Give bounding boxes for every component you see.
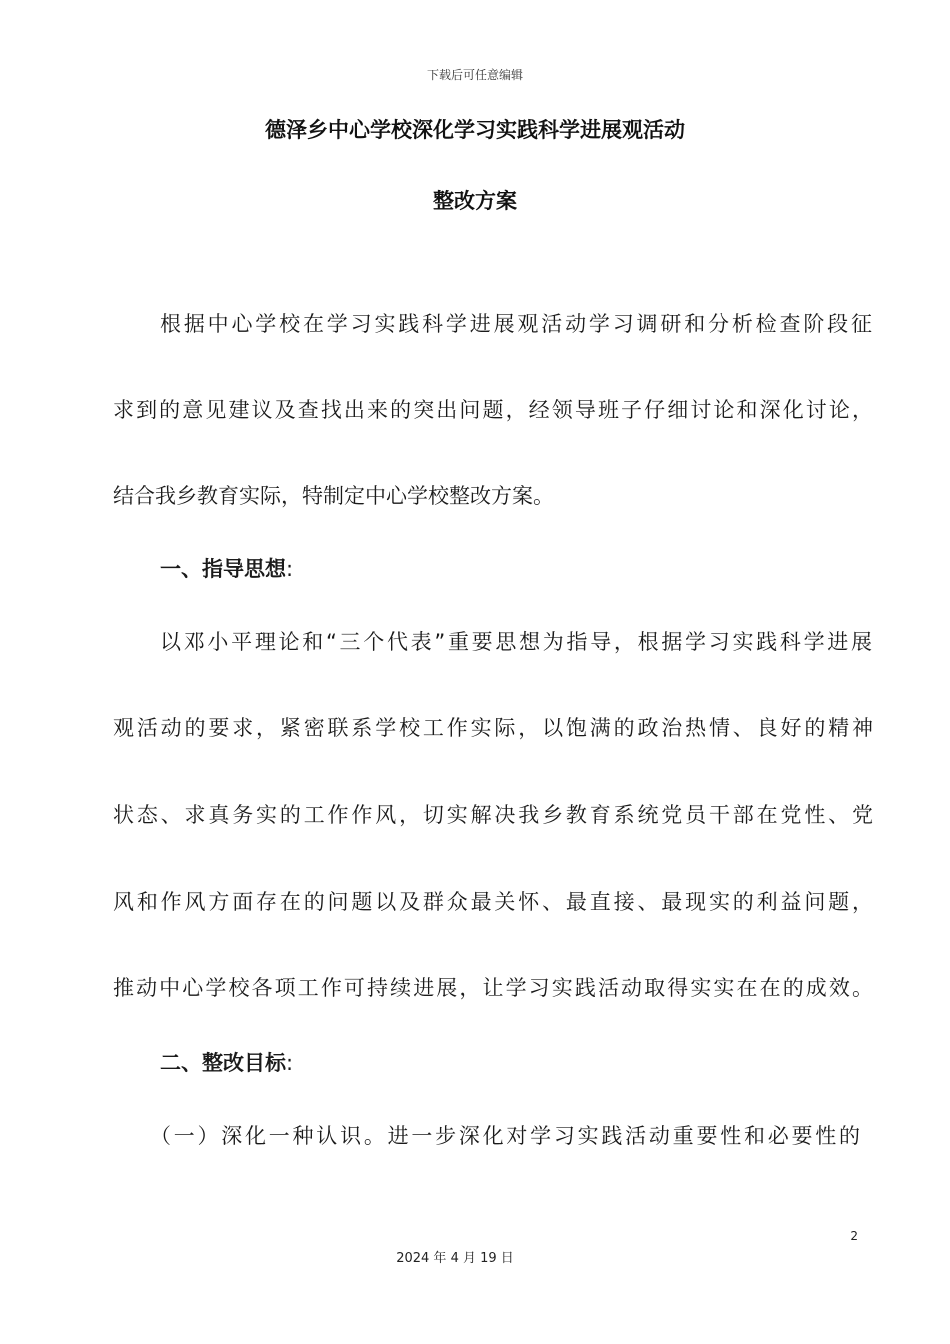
section1-line-3: 状态、求真务实的工作作风，切实解决我乡教育系统党员干部在党性、党: [113, 803, 873, 827]
section1-line-5: 推动中心学校各项工作可持续进展，让学习实践活动取得实实在在的成效。: [113, 976, 873, 1000]
section-heading-rectification-goals: [160, 1048, 872, 1078]
intro-line-2: 求到的意见建议及查找出来的突出问题，经领导班子仔细讨论和深化讨论，: [113, 398, 873, 422]
document-title-line2: 整改方案: [433, 189, 517, 213]
intro-line-1: 根据中心学校在学习实践科学进展观活动学习调研和分析检查阶段征: [160, 312, 872, 336]
section-heading-colon: :: [286, 557, 294, 581]
section1-line-1: 以邓小平理论和“三个代表”重要思想为指导，根据学习实践科学进展: [160, 630, 872, 654]
section2-line-1: （一）深化一种认识。进一步深化对学习实践活动重要性和必要性的: [150, 1124, 860, 1148]
section-heading-guiding-thought: [160, 554, 872, 584]
section1-line-2: 观活动的要求，紧密联系学校工作实际，以饱满的政治热情、良好的精神: [113, 716, 873, 740]
header-note: 下载后可任意编辑: [426, 68, 523, 82]
section-heading-text: 一、指导思想: [160, 557, 286, 581]
intro-line-3: 结合我乡教育实际，特制定中心学校整改方案。: [113, 484, 554, 508]
section-heading-colon: :: [286, 1051, 294, 1075]
page-number: 2: [850, 1229, 858, 1243]
section1-line-4: 风和作风方面存在的问题以及群众最关怀、最直接、最现实的利益问题，: [113, 890, 873, 914]
document-title-line1: 德泽乡中心学校深化学习实践科学进展观活动: [265, 118, 685, 142]
footer-date: 2024 年 4 月 19 日: [396, 1251, 514, 1266]
section-heading-text: 二、整改目标: [160, 1051, 286, 1075]
